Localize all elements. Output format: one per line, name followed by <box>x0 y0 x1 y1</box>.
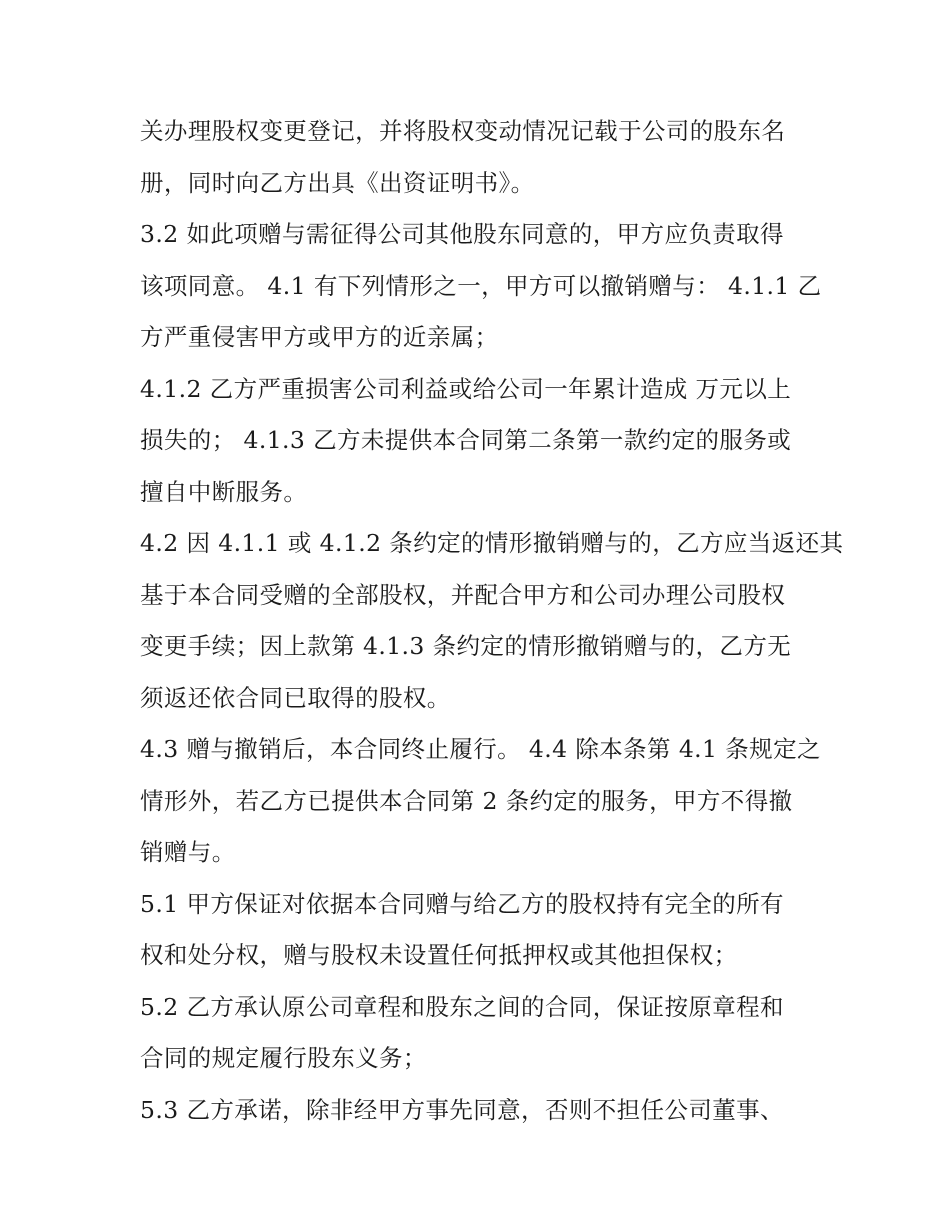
text-line: 3.2 如此项赠与需征得公司其他股东同意的，甲方应负责取得 <box>140 220 784 248</box>
paragraph-clause-3-2 <box>140 209 820 364</box>
text-line: 该项同意。 4.1 有下列情形之一，甲方可以撤销赠与： 4.1.1 乙 <box>140 271 822 300</box>
text-line: 合同的规定履行股东义务； <box>140 1044 427 1072</box>
text-line: 须返还依合同已取得的股权。 <box>140 683 451 712</box>
text-line: 4.2 因 4.1.1 或 4.1.2 条约定的情形撤销赠与的，乙方应当返还其 <box>140 529 844 557</box>
paragraph-clause-5-2 <box>140 982 820 1085</box>
text-line: 情形外，若乙方已提供本合同第 2 条约定的服务，甲方不得撤 <box>140 786 793 815</box>
text-line: 损失的； 4.1.3 乙方未提供本合同第二条第一款约定的服务或 <box>140 426 792 454</box>
text-line: 5.3 乙方承诺，除非经甲方事先同意，否则不担任公司董事、 <box>140 1095 784 1124</box>
paragraph-clause-4-3 <box>140 724 820 879</box>
text-line: 变更手续；因上款第 4.1.3 条约定的情形撤销赠与的，乙方无 <box>140 632 792 660</box>
paragraph-clause-5-1 <box>140 879 820 982</box>
paragraph-clause-5-3 <box>140 1085 820 1137</box>
text-line: 关办理股权变更登记，并将股权变动情况记载于公司的股东名 <box>140 117 786 145</box>
paragraph-clause-4-2 <box>140 518 844 724</box>
text-line: 4.1.2 乙方严重损害公司利益或给公司一年累计造成 万元以上 <box>140 374 792 403</box>
text-line: 权和处分权，赠与股权未设置任何抵押权或其他担保权； <box>140 941 738 969</box>
paragraph-clause-4-1-2 <box>140 364 820 519</box>
text-line: 擅自中断服务。 <box>140 477 308 506</box>
paragraph-registration <box>140 106 820 209</box>
document-body <box>140 106 844 1136</box>
text-line: 基于本合同受赠的全部股权，并配合甲方和公司办理公司股权 <box>140 580 786 609</box>
text-line: 册，同时向乙方出具《出资证明书》。 <box>140 168 535 197</box>
text-line: 方严重侵害甲方或甲方的近亲属； <box>140 323 499 351</box>
text-line: 销赠与。 <box>140 838 236 866</box>
text-line: 5.2 乙方承认原公司章程和股东之间的合同，保证按原章程和 <box>140 992 784 1021</box>
text-line: 4.3 赠与撤销后，本合同终止履行。 4.4 除本条第 4.1 条规定之 <box>140 735 821 763</box>
text-line: 5.1 甲方保证对依据本合同赠与给乙方的股权持有完全的所有 <box>140 889 784 918</box>
